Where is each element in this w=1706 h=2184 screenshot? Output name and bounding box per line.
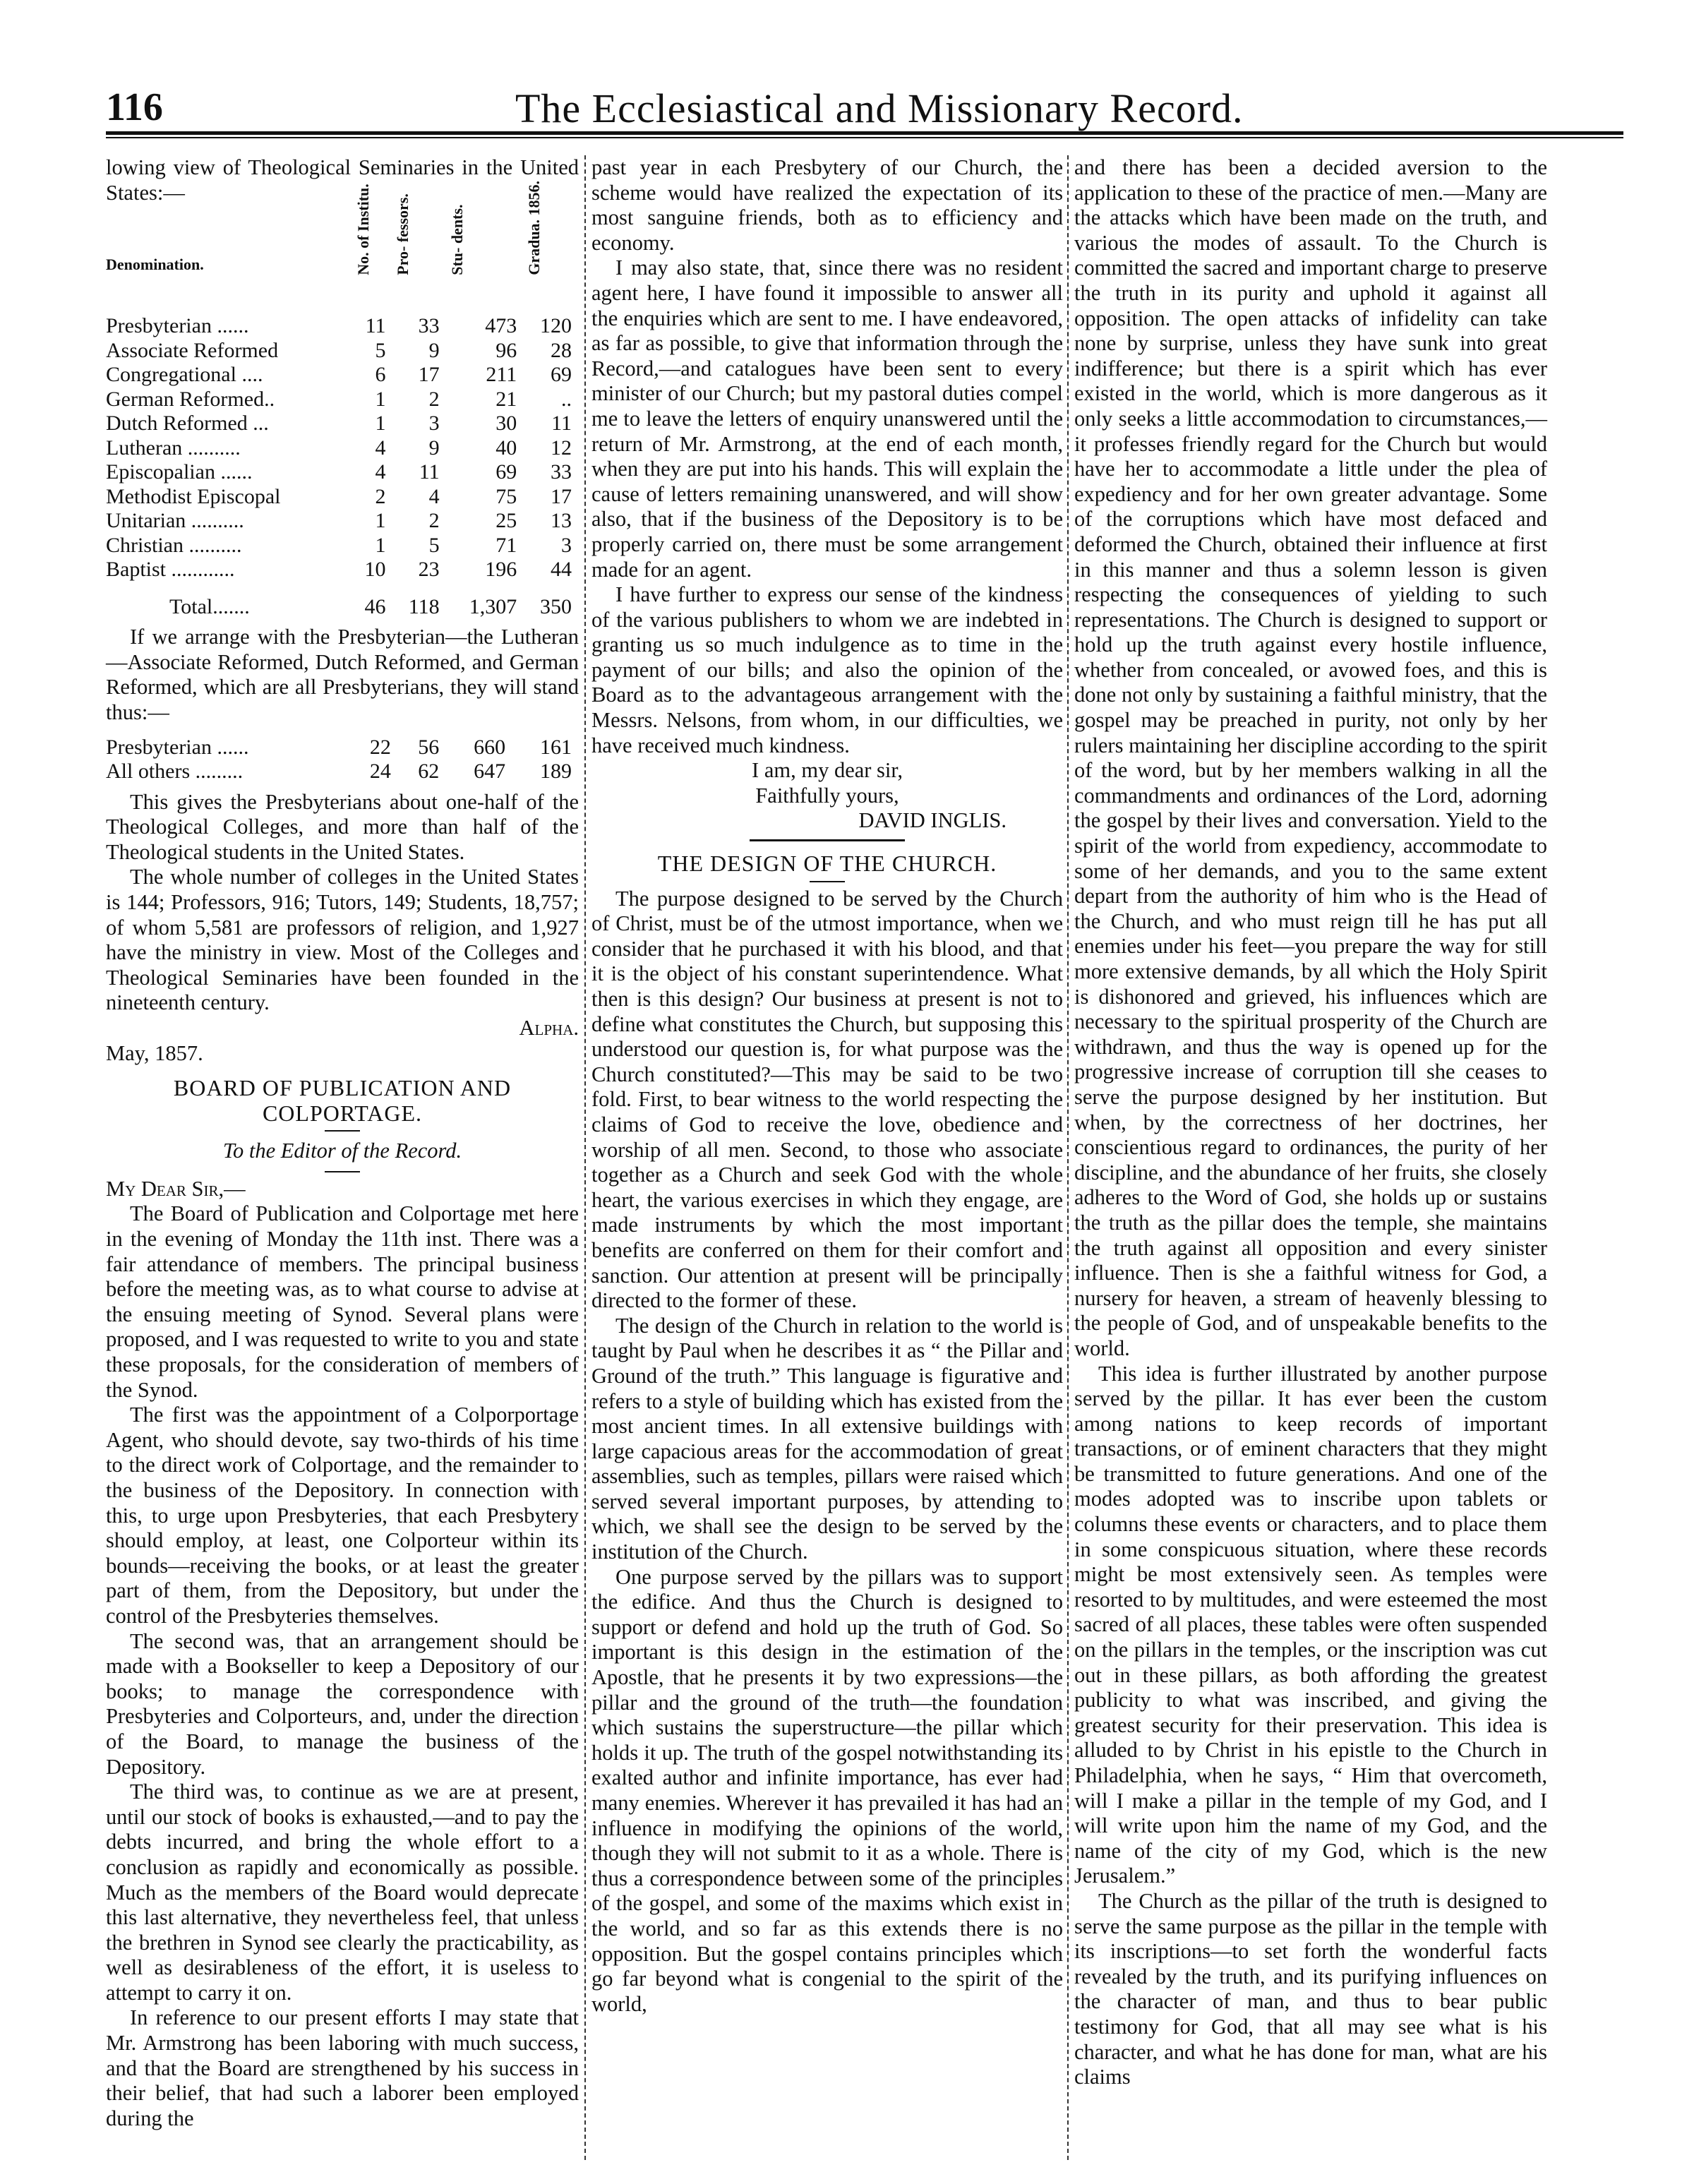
column-divider: [1067, 155, 1069, 2160]
table-cell: 46: [364, 594, 386, 618]
table-cell: 2: [428, 387, 440, 411]
table-cell: 4: [428, 484, 440, 508]
table-cell: 69: [495, 460, 517, 484]
paragraph: If we arrange with the Presbyterian—the Lutheran—Associate Reformed, Dutch Reformed, and German Reformed, which are all Presbyterians, they will stand thus:—: [106, 625, 579, 724]
table-cell: 75: [495, 484, 517, 508]
table-cell: 189: [540, 760, 572, 784]
table-cell: 25: [495, 509, 517, 533]
table-header-cell: Stu- dents.: [447, 204, 466, 276]
table-cell: 44: [551, 558, 572, 582]
table-cell: Dutch Reformed ...: [106, 412, 269, 436]
table-cell: 3: [561, 533, 572, 557]
table-cell: 5: [375, 338, 386, 362]
table-cell: 23: [418, 558, 440, 582]
table-cell: 118: [408, 594, 440, 618]
table-cell: 1: [375, 387, 386, 411]
table-cell: 24: [369, 760, 391, 784]
header-rule: [106, 131, 1623, 138]
table-cell: Lutheran ..........: [106, 436, 241, 460]
table-cell: 96: [495, 338, 517, 362]
table-row: [106, 509, 579, 534]
table-cell: 196: [485, 558, 517, 582]
table-row: [106, 314, 579, 339]
separator: [810, 881, 845, 882]
table-cell: 71: [495, 533, 517, 557]
table-cell: 211: [486, 363, 517, 387]
table-cell: Baptist ............: [106, 558, 235, 582]
closing: Faithfully yours,: [755, 783, 899, 808]
table-cell: 22: [369, 735, 391, 759]
table-cell: Christian ..........: [106, 533, 242, 557]
table-cell: 1: [375, 533, 386, 557]
date: May, 1857.: [106, 1040, 203, 1065]
table-cell: 3: [428, 412, 440, 436]
paragraph: The first was the appointment of a Colporportage Agent, who should devote, say two-thirds of his time to the direct work of Colportage, and the remainder to the business of the Depository. In connection with this, to urge upon Presbyteries, that each Presbytery should employ, at least, one Colporteur within its bounds—receiving the books, or at least the greater part of them, from the Depository, but under the control of the Presbyteries themselves.: [106, 1403, 579, 1628]
paragraph: In reference to our present efforts I may state that Mr. Armstrong has been laboring with much success, and that the Board are strengthened by his success in their belief, that had such a laborer been employed during the: [106, 2005, 579, 2130]
table-cell: 1,307: [469, 594, 517, 618]
table-cell: 56: [418, 735, 440, 759]
table-cell: 2: [375, 484, 386, 508]
table-cell: 10: [364, 558, 386, 582]
table-row: [106, 534, 579, 558]
closing: I am, my dear sir,: [752, 758, 903, 783]
paragraph: This gives the Presbyterians about one-half of the Theological Colleges, and more than half of the Theological students in the United States.: [106, 789, 579, 864]
table-row: [106, 736, 579, 760]
table-cell: 21: [495, 387, 517, 411]
table-cell: 161: [540, 735, 572, 759]
table-header-cell: Pro- fessors.: [394, 193, 412, 276]
running-title: The Ecclesiastical and Missionary Record.: [515, 85, 1244, 131]
table-row: [106, 436, 579, 461]
table-cell: 11: [419, 460, 440, 484]
paragraph: The second was, that an arrangement should be made with a Bookseller to keep a Depository of our books; to manage the correspondence with Presbyteries and Colporteurs, and, under the direction of the Board, to manage the business of the Depository.: [106, 1628, 579, 1779]
table-cell: 28: [551, 338, 572, 362]
table-cell: 30: [495, 412, 517, 436]
table-cell: 33: [551, 460, 572, 484]
salutation: My Dear Sir,—: [106, 1176, 246, 1201]
table-cell: 4: [375, 436, 386, 460]
table-cell: 11: [365, 314, 386, 338]
table-cell: 9: [428, 338, 440, 362]
table-cell: 13: [551, 509, 572, 533]
table-cell: 9: [428, 436, 440, 460]
table-header-cell: Gradua. 1856.: [525, 181, 543, 276]
subheading: To the Editor of the Record.: [222, 1139, 462, 1163]
table-cell: 62: [418, 760, 440, 784]
signature: DAVID INGLIS.: [858, 808, 1007, 833]
column-1: [106, 155, 579, 2131]
table-cell: ..: [561, 387, 572, 411]
column-divider: [584, 155, 586, 2160]
table-cell: 17: [418, 363, 440, 387]
article-heading: BOARD OF PUBLICATION AND COLPORTAGE.: [173, 1075, 512, 1126]
table-cell: 17: [551, 484, 572, 508]
table-row: [106, 339, 579, 364]
paragraph: The Church as the pillar of the truth is designed to serve the same purpose as the pillar in the temple with its inscriptions—to set forth the wonderful facts revealed by the truth, and its purifying influences on the character of man, and thus to bear public testimony for God, that all may see what is his character, and what he has done for man, what are his claims: [1074, 1888, 1547, 2089]
article-heading: THE DESIGN OF THE CHURCH.: [657, 851, 997, 877]
table-cell: Methodist Episcopal: [106, 484, 281, 508]
table-cell: 69: [551, 363, 572, 387]
table-cell: Total.......: [169, 594, 250, 618]
table-row: [106, 485, 579, 510]
seminaries-table: [106, 181, 579, 619]
paragraph: The purpose designed to be served by the Church of Christ, must be of the utmost importance, when we consider that he purchased it with his blood, and that it is the object of his constant superintendence. What then is this design? Our business at present is not to define what constitutes the Church, but supposing this understood our question is, for what purpose was the Church constituted?—This may be said to be two fold. First, to bear witness to the world respecting the claims of God to receive the love, obedience and worship of all men. Second, to those who associate together as a Church and seek God with the whole heart, the various exercises in which they engage, are made instruments by which the most important benefits are conferred on them for their comfort and sanction. Our attention at present will be principally directed to the former of these.: [591, 886, 1063, 1313]
table-cell: German Reformed..: [106, 387, 275, 411]
table-row: [106, 460, 579, 485]
table-cell: All others .........: [106, 760, 244, 784]
table-cell: 6: [375, 363, 386, 387]
paragraph: I have further to express our sense of the kindness of the various publishers to whom we are indebted in granting us so much indulgence as to time in the payment of our bills; and also the opinion of the Board as to the advantageous arrangement with the Messrs. Nelsons, from whom, in our difficulties, we have received much kindness.: [591, 582, 1063, 757]
paragraph: One purpose served by the pillars was to support the edifice. And thus the Church is designed to support or defend and hold up the truth of God. So important is this design in the estimation of the Apostle, that he presents it by two expressions—the pillar and the ground of the truth—the foundation which sustains the superstructure—the pillar which holds it up. The truth of the gospel notwithstanding its exalted author and infinite importance, has ever had many enemies. Wherever it has prevailed it has had an influence in modifying the opinions of the world, though they will not submit to it as a whole. There is thus a correspondence between some of the principles of the gospel, and some of the maxims which exist in the world, and so far as this extends there is no opposition. But the gospel contains principles which go far beyond what is congenial to the spirit of the world,: [591, 1564, 1063, 2016]
table-cell: 350: [540, 594, 572, 618]
signature: Alpha.: [519, 1015, 579, 1040]
paragraph: The whole number of colleges in the United States is 144; Professors, 916; Tutors, 149; Students, 18,757; of whom 5,581 are professors of religion, and 1,927 have the ministry in view. Most of the Colleges and Theological Seminaries have been founded in the nineteenth century.: [106, 865, 579, 1015]
paragraph: and there has been a decided aversion to the application to these of the practice of men.—Many are the attacks which have been made on the truth, and various the modes of assault. To the Church is committed the sacred and important charge to preserve the truth in its purity and uphold it against all opposition. The open attacks of infidelity can take none by surprise, unless they have sunk into great indifference; but there is a spirit which has ever existed in the world, which is more dangerous as it only seeks a little accommodation to circumstances,—it professes friendly regard for the Church but would have her to accommodate a little under the plea of expediency and for her own greater advantage. Some of the corruptions which have most defaced and deformed the Church, obtained their influence at first in this manner and thus a solemn lesson is given respecting the consequences of yielding to such representations. The Church is designed to support or hold up the truth against every hostile influence, whether from concealed, or avowed foes, and this is done not only by sustaining a faithful ministry, that the gospel may be preached in purity, not only by her rulers maintaining her discipline according to the spirit of the word, but by her members walking in all the commandments and ordinances of the Lord, adorning the gospel by their lives and conversation. Yield to the spirit of the world from expediency, accommodate to some of her demands, and you to the same extent depart from the authority of him who is the Head of the Church, and who must reign till he has put all enemies under his feet—you prepare the way for still more extensive demands, by all which the Holy Spirit is dishonored and grieved, his influences which are necessary to the spiritual prosperity of the Church are withdrawn, and thus the way is opened up for the progressive increase of corruption till she ceases to serve the purpose designed by her institution. But when, by the correctness of her doctrines, her conscientious regard to ordinances, the purity of her discipline, and the abundance of her fruits, she closely adheres to the Word of God, she holds up or sustains the truth as the pillar does the temple, she maintains the truth against all opposition and every sinister influence. Then is she a faithful witness for God, a nursery for heaven, a stream of heavenly blessing to the people of God, and of unspeakable benefits to the world.: [1074, 155, 1547, 1360]
table-cell: Presbyterian ......: [106, 735, 249, 759]
table-header-row: [106, 215, 579, 314]
paragraph: I may also state, that, since there was no resident agent here, I have found it impossible to answer all the enquiries which are sent to me. I have endeavored, as far as possible, to give that information through the Record,—and catalogues have been sent to every minister of our Church; but my pastoral duties compel me to leave the letters of enquiry unanswered until the return of Mr. Armstrong, at the end of each month, when they are put into his hands. This will explain the cause of letters remaining unanswered, and will show also, that if the business of the Depository is to be properly carried on, there must be some arrangement made for an agent.: [591, 256, 1063, 582]
table-cell: Congregational ....: [106, 363, 263, 387]
table-row: [106, 412, 579, 436]
table-row: [106, 760, 579, 784]
table-cell: 647: [474, 760, 506, 784]
paragraph: This idea is further illustrated by another purpose served by the pillar. It has ever been the custom among nations to keep records of important transactions, or of eminent characters that they might be transmitted to future generations. And one of the modes adopted was to inscribe upon tablets or columns these events or characters, and to place them in some conspicuous situation, where these records might be most extensively seen. As temples were resorted to by multitudes, and were esteemed the most sacred of all places, these tables were often suspended on the pillars in the temples, or the inscription was cut out in these pillars, as both affording the greatest publicity to what was inscribed, and giving the greatest security for their preservation. This idea is alluded to by Christ in his epistle to the Church in Philadelphia, when he says, “ Him that overcometh, will I make a pillar in the temple of my God, and I will write upon him the name of my God, and the name of the city of my God, which is the new Jerusalem.”: [1074, 1361, 1547, 1888]
paragraph: lowing view of Theological Seminaries in the United States:—: [106, 155, 579, 205]
separator: [325, 1130, 360, 1132]
table-cell: Episcopalian ......: [106, 460, 253, 484]
table-cell: 120: [540, 314, 572, 338]
table-cell: Unitarian ..........: [106, 509, 244, 533]
table-cell: 1: [375, 412, 386, 436]
table-cell: Associate Reformed: [106, 338, 279, 362]
table-cell: 33: [418, 314, 440, 338]
summary-table: [106, 736, 579, 784]
paragraph: past year in each Presbytery of our Church, the scheme would have realized the expectation of its most sanguine friends, both as to efficiency and economy.: [591, 155, 1063, 255]
table-row: [106, 558, 579, 582]
paragraph: The design of the Church in relation to the world is taught by Paul when he describes it as “ the Pillar and Ground of the truth.” This language is figurative and refers to a style of building which has existed from the most ancient times. In all extensive buildings with large capacious areas for the accommodation of great assemblies, such as temples, pillars were raised which served several important purposes, by attending to which, we shall see the design to be served by the institution of the Church.: [591, 1313, 1063, 1564]
table-cell: 40: [495, 436, 517, 460]
page-number: 116: [106, 85, 163, 129]
table-row: [106, 388, 579, 412]
table-cell: Presbyterian ......: [106, 314, 249, 338]
table-header-cell: No. of Institu.: [354, 184, 373, 276]
table-cell: 5: [428, 533, 440, 557]
table-row: [106, 363, 579, 388]
table-cell: 11: [551, 412, 572, 436]
table-cell: 1: [375, 509, 386, 533]
table-header-cell: Denomination.: [106, 256, 204, 274]
column-2: [591, 155, 1063, 2017]
table-cell: 4: [375, 460, 386, 484]
table-cell: 12: [551, 436, 572, 460]
separator: [750, 839, 905, 841]
table-cell: 2: [428, 509, 440, 533]
separator: [325, 1171, 360, 1172]
paragraph: The third was, to continue as we are at present, until our stock of books is exhausted,—and to pay the debts incurred, and bring the whole effort to a conclusion as rapidly and economically as possible. Much as the members of the Board would deprecate this last alternative, they nevertheless feel, that unless the brethren in Synod see clearly the practicability, as well as desirableness of the effort, it is useless to attempt to carry it on.: [106, 1780, 579, 2005]
table-cell: 660: [474, 735, 506, 759]
column-3: [1074, 155, 1547, 2090]
table-cell: 473: [485, 314, 517, 338]
table-row: [106, 582, 579, 620]
paragraph: The Board of Publication and Colportage met here in the evening of Monday the 11th inst. There was a fair attendance of members. The principal business before the meeting was, as to what course to advise at the ensuing meeting of Synod. Several plans were proposed, and I was requested to write to you and state these proposals, for the consideration of members of the Synod.: [106, 1201, 579, 1402]
